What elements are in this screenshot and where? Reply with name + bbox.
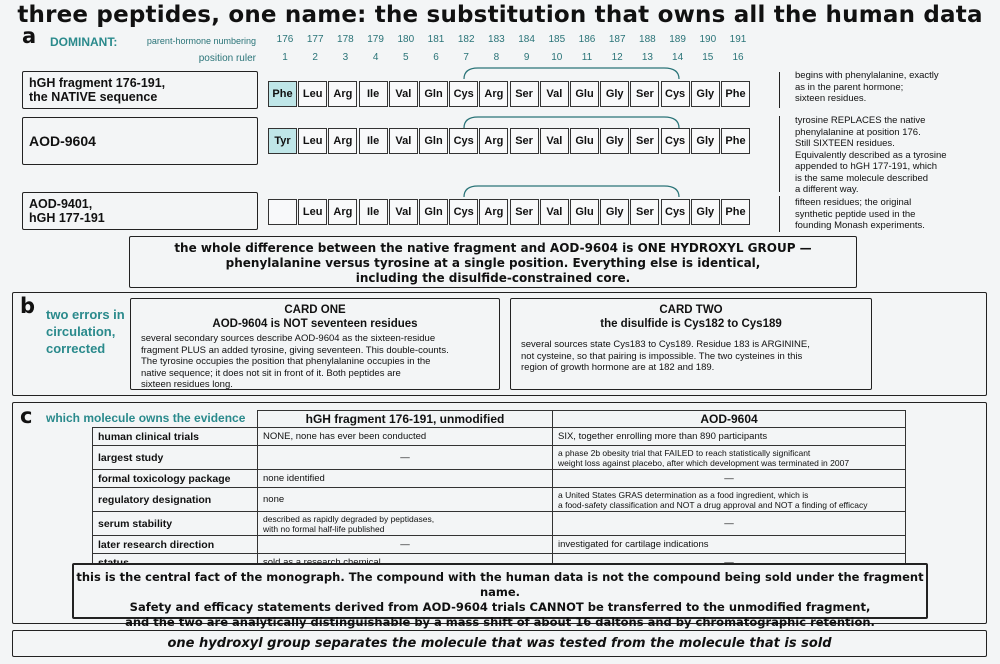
hormone-number: 184 — [518, 34, 535, 45]
central-fact-box — [72, 563, 928, 629]
card-two-subtitle: the disulfide is Cys182 to Cys189 — [600, 318, 782, 330]
residue-cell: Gly — [600, 199, 629, 225]
aod9604-cell: — — [553, 512, 906, 536]
fragment-cell: described as rapidly degraded by peptidases, with no formal half-life published — [258, 512, 553, 536]
disulfide-arc-aod9604 — [464, 117, 679, 128]
note-divider — [779, 196, 780, 232]
hormone-number: 187 — [608, 34, 626, 45]
summary-line: phenylalanine versus tyrosine at a single position. Everything else is identical, — [225, 256, 761, 270]
residue-cell: Gly — [691, 81, 720, 107]
ruler-number: 1 — [282, 52, 288, 63]
residue-cell: Arg — [479, 128, 508, 154]
peptide-name-line: hGH 177-191 — [29, 211, 105, 225]
aod9604-cell: a phase 2b obesity trial that FAILED to reach statistically significant weight loss against placebo, after which development was terminated in 2007 — [553, 446, 906, 470]
hormone-number: 188 — [639, 34, 656, 45]
disulfide-arc-aod9401 — [464, 186, 679, 197]
summary-line: including the disulfide-constrained core. — [355, 271, 631, 285]
ruler-number: 9 — [523, 52, 530, 63]
residue-cell: Gly — [600, 81, 629, 107]
hormone-number: 182 — [457, 34, 475, 45]
table-row — [93, 446, 906, 470]
hormone-number: 178 — [337, 34, 354, 45]
fragment-cell: none identified — [258, 470, 553, 488]
ruler-number: 12 — [611, 52, 623, 63]
residue-cell: Ser — [630, 128, 659, 154]
residue-cell: Phe — [721, 81, 750, 107]
ruler-number: 6 — [433, 52, 439, 63]
hormone-number: 183 — [488, 34, 505, 45]
note-divider — [779, 116, 780, 192]
card-one-title: CARD ONE — [284, 304, 346, 316]
ruler-number: 4 — [372, 52, 379, 63]
footer-text: one hydroxyl group separates the molecule that was tested from the molecule that is sold — [167, 636, 832, 651]
residue-cell: Phe — [721, 128, 750, 154]
residue-cell: Ile — [359, 81, 388, 107]
residue-cell: Cys — [661, 128, 690, 154]
residue-cell: Gly — [600, 128, 629, 154]
residue-cell: Arg — [328, 81, 357, 107]
residue-cell: Arg — [328, 199, 357, 225]
residue-cell: Ile — [359, 128, 388, 154]
hormone-number: 189 — [669, 34, 686, 45]
residue-cell: Cys — [449, 199, 478, 225]
residue-cell: Ser — [630, 81, 659, 107]
residue-cell: Gln — [419, 199, 448, 225]
fragment-cell: — — [258, 536, 553, 554]
disulfide-arc-native — [464, 68, 679, 79]
residue-cell: Ser — [510, 128, 539, 154]
fragment-cell: NONE, none has ever been conducted — [258, 428, 553, 446]
aod9604-cell: SIX, together enrolling more than 890 participants — [553, 428, 906, 446]
peptide-note: begins with phenylalanine, exactly as in the parent hormone; sixteen residues. — [795, 70, 939, 104]
column-header-fragment: hGH fragment 176-191, unmodified — [258, 411, 553, 428]
hormone-number: 180 — [397, 34, 415, 45]
ruler-number: 16 — [732, 52, 744, 63]
residue-cell: Val — [389, 81, 418, 107]
residue-cell: Val — [389, 199, 418, 225]
ruler-number: 5 — [403, 52, 409, 63]
residue-cell: Leu — [298, 199, 327, 225]
central-fact-line: and the two are analytically distinguishable by a mass shift of about 16 daltons and by chromatographic retention. — [125, 615, 875, 629]
peptide-name-line: hGH fragment 176-191, — [29, 76, 166, 90]
fragment-cell: none — [258, 488, 553, 512]
residue-cell: Glu — [570, 199, 599, 225]
ruler-number: 15 — [702, 52, 714, 63]
row-label: largest study — [93, 446, 258, 470]
residue-cell: Gln — [419, 128, 448, 154]
residue-cell: Leu — [298, 81, 327, 107]
panel-c-label: c — [20, 404, 33, 428]
aod9604-cell: a United States GRAS determination as a food ingredient, which is a food-safety classification and NOT a drug approval and NOT a finding of efficacy — [553, 488, 906, 512]
row-label: later research direction — [93, 536, 258, 554]
page-title: three peptides, one name: the substitution that owns all the human data — [17, 2, 983, 28]
card-two — [510, 298, 872, 390]
residue-cell: Phe — [721, 199, 750, 225]
residue-cell: Glu — [570, 81, 599, 107]
row-label: serum stability — [93, 512, 258, 536]
residue-cell: Cys — [661, 199, 690, 225]
residue-cell: Leu — [298, 128, 327, 154]
ruler-number: 11 — [581, 52, 593, 63]
residue-cell: Tyr — [268, 128, 297, 154]
ruler-number: 2 — [312, 52, 318, 63]
residue-cell: Gly — [691, 128, 720, 154]
ruler-number: 14 — [672, 52, 684, 63]
note-divider — [779, 72, 780, 108]
residue-cell: Ser — [510, 199, 539, 225]
residue-cell: Gly — [691, 199, 720, 225]
card-one-subtitle: AOD-9604 is NOT seventeen residues — [212, 318, 418, 330]
table-row — [93, 512, 906, 536]
residue-cell: Ser — [630, 199, 659, 225]
peptide-name-line: the NATIVE sequence — [29, 90, 158, 104]
residue-cell: Val — [540, 199, 569, 225]
ruler-number: 10 — [551, 52, 563, 63]
residue-cell: Val — [389, 128, 418, 154]
central-fact-line: Safety and efficacy statements derived from AOD-9604 trials CANNOT be transferred to the unmodified fragment, — [129, 600, 871, 614]
residue-cell: Val — [540, 128, 569, 154]
panel-c-heading: which molecule owns the evidence — [46, 411, 246, 425]
central-fact-line: this is the central fact of the monograph. The compound with the human data is not the compound being sold under the fragment name. — [76, 570, 924, 599]
residue-cell: Arg — [479, 81, 508, 107]
peptide-name-line: AOD-9604 — [29, 133, 96, 149]
residue-cell: Gln — [419, 81, 448, 107]
hormone-number: 177 — [306, 34, 324, 45]
evidence-table — [92, 410, 906, 572]
panel-b-heading: two errors in circulation, corrected — [46, 307, 125, 356]
card-one-body: several secondary sources describe AOD-9604 as the sixteen-residue fragment PLUS an added tyrosine, giving seventeen. This double-counts. The tyrosine occupies the position that phenylalanine occupies in the native sequence; it does not sit in front of it. Both peptides are sixteen residues long. — [141, 333, 449, 390]
residue-cell: Ser — [510, 81, 539, 107]
ruler-number: 13 — [641, 52, 653, 63]
residue-cell: Arg — [479, 199, 508, 225]
footer-box — [12, 630, 987, 657]
summary-line: the whole difference between the native fragment and AOD-9604 is ONE HYDROXYL GROUP — — [174, 241, 812, 255]
table-row — [93, 536, 906, 554]
ruler-number: 3 — [342, 52, 349, 63]
residue-cell: Glu — [570, 128, 599, 154]
table-row — [93, 488, 906, 512]
residue-cell: Phe — [268, 81, 297, 107]
row-label: formal toxicology package — [93, 470, 258, 488]
residue-cell: Cys — [661, 81, 690, 107]
hormone-number: 179 — [367, 34, 384, 45]
ruler-label: position ruler — [198, 53, 256, 64]
hormone-number: 181 — [427, 34, 445, 45]
hormone-number: 185 — [548, 34, 566, 45]
table-header-row — [93, 411, 906, 428]
peptide-name-line: AOD-9401, — [29, 197, 93, 211]
row-label: regulatory designation — [93, 488, 258, 512]
card-two-title: CARD TWO — [659, 304, 723, 316]
residue-cell: Cys — [449, 128, 478, 154]
residue-cell: Val — [540, 81, 569, 107]
dominant-label: DOMINANT: — [50, 35, 118, 49]
disulfide-arcs — [0, 0, 1000, 240]
residue-cell: Arg — [328, 128, 357, 154]
hormone-number: 186 — [578, 34, 596, 45]
aod9604-cell: investigated for cartilage indications — [553, 536, 906, 554]
panel-a-label: a — [22, 24, 37, 48]
row-label: human clinical trials — [93, 428, 258, 446]
hormone-number: 176 — [276, 34, 294, 45]
card-two-body: several sources state Cys183 to Cys189. Residue 183 is ARGININE, not cysteine, so that pairing is impossible. The two cysteines in this region of growth hormone are at 182 and 189. — [521, 339, 810, 373]
ruler-number: 7 — [463, 52, 469, 63]
peptide-note: fifteen residues; the original synthetic peptide used in the founding Monash experiments. — [795, 197, 925, 231]
ruler-number: 8 — [493, 52, 500, 63]
hormone-number: 190 — [699, 34, 717, 45]
aod9604-cell: — — [553, 470, 906, 488]
column-header-aod9604: AOD-9604 — [553, 411, 906, 428]
table-row — [93, 428, 906, 446]
fragment-cell: — — [258, 446, 553, 470]
peptide-note: tyrosine REPLACES the native phenylalanine at position 176. Still SIXTEEN residues. Equivalently described as a tyrosine appended to hGH 177-191, which is the same molecule described a different way. — [795, 115, 947, 195]
hormone-number: 191 — [729, 34, 747, 45]
residue-cell: Ile — [359, 199, 388, 225]
numbering-label: parent-hormone numbering — [146, 36, 256, 46]
panel-b-label: b — [20, 294, 36, 318]
residue-cell: Cys — [449, 81, 478, 107]
card-one — [130, 298, 500, 390]
summary-box — [129, 236, 857, 288]
table-row — [93, 470, 906, 488]
